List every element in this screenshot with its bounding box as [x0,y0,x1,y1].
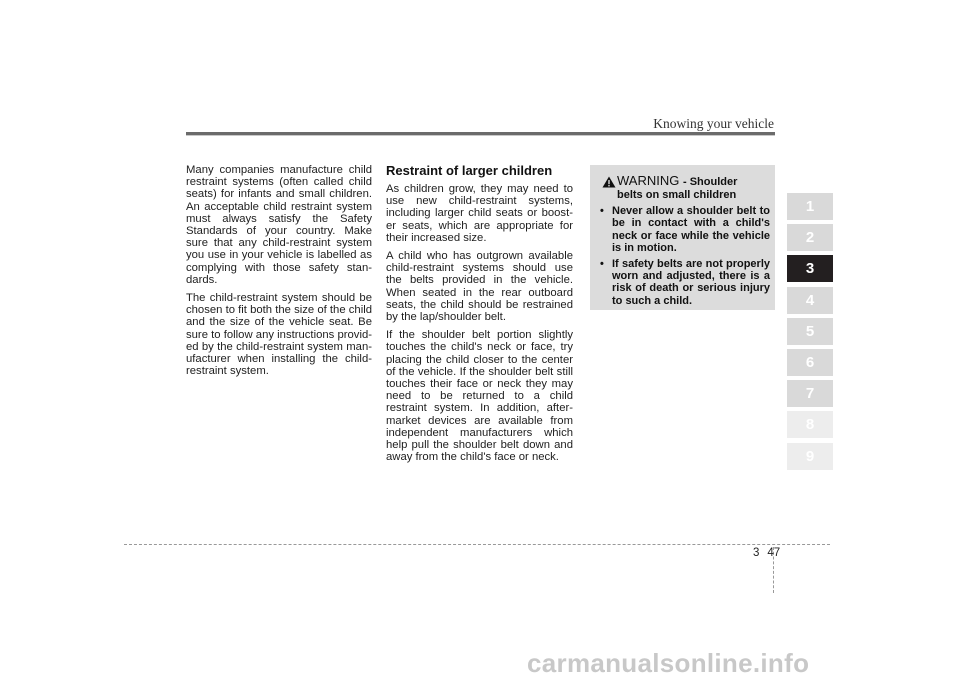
chapter-tab-6[interactable]: 6 [787,349,833,376]
watermark: carmanualsonline.info [527,648,810,678]
bullet-icon: • [600,205,604,217]
warning-title: WARNING [617,173,680,188]
left-column [186,164,372,383]
warning-subtitle-line1: - Shoulder [682,176,738,188]
footer-rule [124,544,830,545]
chapter-tab-1[interactable]: 1 [787,193,833,220]
warning-box [590,165,775,310]
chapter-tabs [787,193,833,474]
warning-title-line [617,174,772,189]
warning-item-text: If safety belts are not properly worn and adjusted, there is a risk of death or serious injury to such a child. [612,257,770,307]
footer-page: 47 [767,547,781,559]
middle-paragraph-3: If the shoulder belt portion slightly touches the child's neck or face, try placing the child closer to the center of the vehicle. If the shoulder belt still touches their face or neck they may need to be returned to a child restraint system. In addition, after-market devices are available from independent manufacturers which help pull the shoulder belt down and away from the child's face or neck. [386,329,573,464]
warning-item [600,258,770,308]
page-number [753,547,780,559]
middle-paragraph-1: As children grow, they may need to use new child-restraint systems, including larger child seats or boost-er seats, which are appropriate for their increased size. [386,183,573,244]
warning-item-text: Never allow a shoulder belt to be in contact with a child's neck or face while the vehicle is in motion. [612,205,770,255]
warning-subtitle-line2: belts on small children [617,189,737,201]
left-paragraph-1: Many companies manufacture child restraint systems (often called child seats) for infants and small children. An acceptable child restraint system must always satisfy the Safety Standards of your country. Make sure that any child-restraint system you use in your vehicle is labelled as complying with those safety stan-dards. [186,164,372,286]
middle-column [386,164,573,469]
warning-list [600,205,770,310]
chapter-tab-5[interactable]: 5 [787,318,833,345]
chapter-tab-8[interactable]: 8 [787,411,833,438]
header-rule-light [186,135,775,136]
chapter-tab-3[interactable]: 3 [787,255,833,282]
chapter-tab-2[interactable]: 2 [787,224,833,251]
middle-paragraph-2: A child who has outgrown available child-restraint systems should use the belts provided in the vehicle. When seated in the rear outboard seats, the child should be restrained by the lap/shoulder belt. [386,250,573,324]
left-paragraph-2: The child-restraint system should be chosen to fit both the size of the child and the size of the vehicle seat. Be sure to follow any instructions provid-ed by the child-restraint system man-ufacturer when installing the child-restraint system. [186,292,372,378]
warning-triangle-icon [602,176,616,188]
bullet-icon: • [600,257,604,270]
warning-header [602,174,772,202]
warning-item [600,205,770,255]
section-heading: Restraint of larger children [386,163,553,178]
chapter-tab-9[interactable]: 9 [787,443,833,470]
chapter-tab-4[interactable]: 4 [787,287,833,314]
section-title: Knowing your vehicle [653,116,774,131]
chapter-tab-7[interactable]: 7 [787,380,833,407]
footer-chapter: 3 [753,547,760,559]
